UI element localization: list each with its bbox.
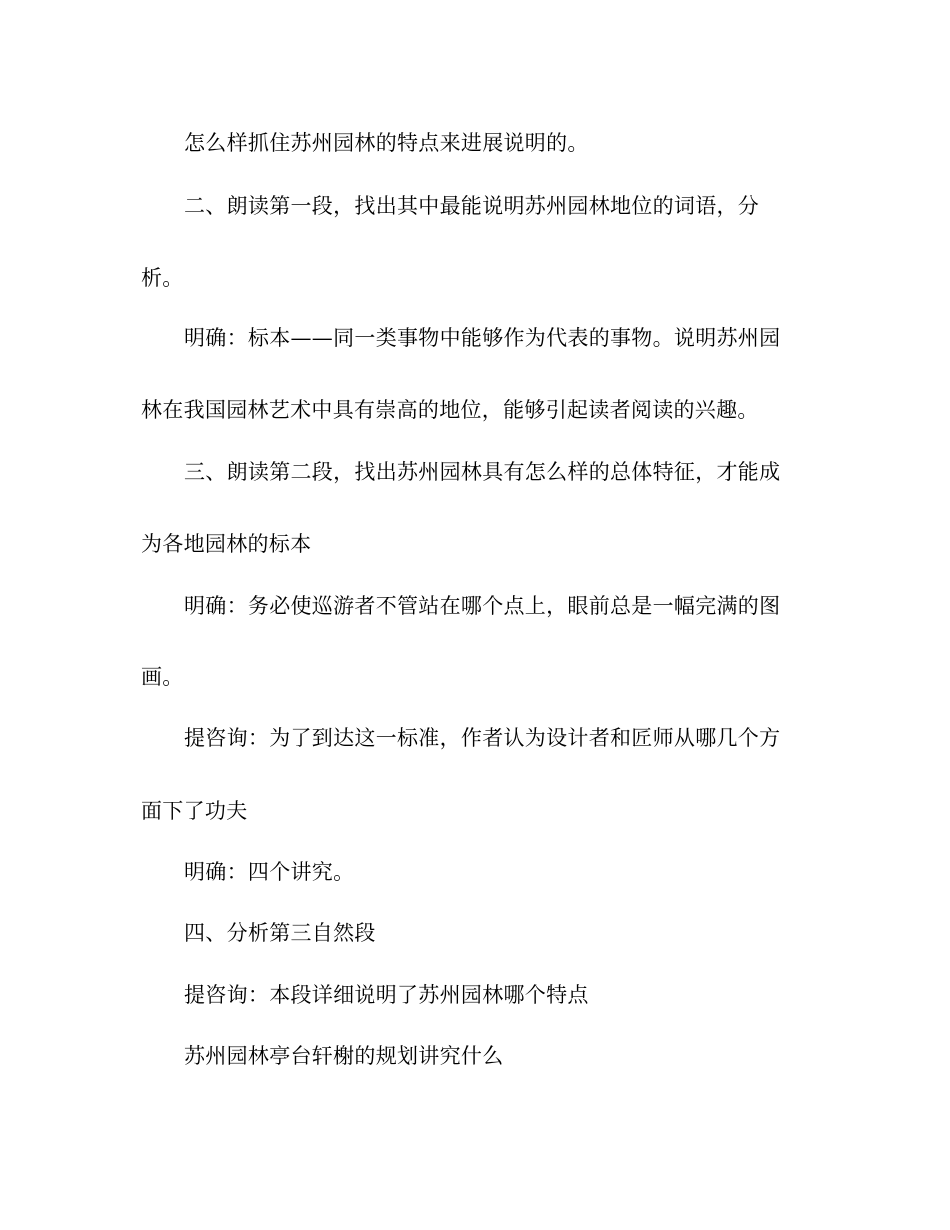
text-line: 提咨询：本段详细说明了苏州园林哪个特点 <box>184 983 589 1007</box>
text-line: 林在我国园林艺术中具有崇高的地位，能够引起读者阅读的兴趣。 <box>141 398 759 422</box>
text-line: 面下了功夫 <box>141 799 248 823</box>
text-line: 明确：标本——同一类事物中能够作为代表的事物。说明苏州园 <box>184 326 781 350</box>
text-line: 明确：四个讲究。 <box>184 860 355 884</box>
text-line: 苏州园林亭台轩榭的规划讲究什么 <box>184 1044 504 1068</box>
text-line: 二、朗读第一段，找出其中最能说明苏州园林地位的词语，分 <box>184 194 760 218</box>
text-line: 提咨询：为了到达这一标准，作者认为设计者和匠师从哪几个方 <box>184 726 781 750</box>
text-line: 三、朗读第二段，找出苏州园林具有怎么样的总体特征，才能成 <box>184 460 781 484</box>
text-line: 明确：务必使巡游者不管站在哪个点上，眼前总是一幅完满的图 <box>184 594 781 618</box>
text-line: 析。 <box>141 266 184 290</box>
text-line: 画。 <box>141 665 184 689</box>
text-line: 怎么样抓住苏州园林的特点来进展说明的。 <box>184 131 589 155</box>
text-line: 四、分析第三自然段 <box>184 921 376 945</box>
text-line: 为各地园林的标本 <box>141 532 312 556</box>
